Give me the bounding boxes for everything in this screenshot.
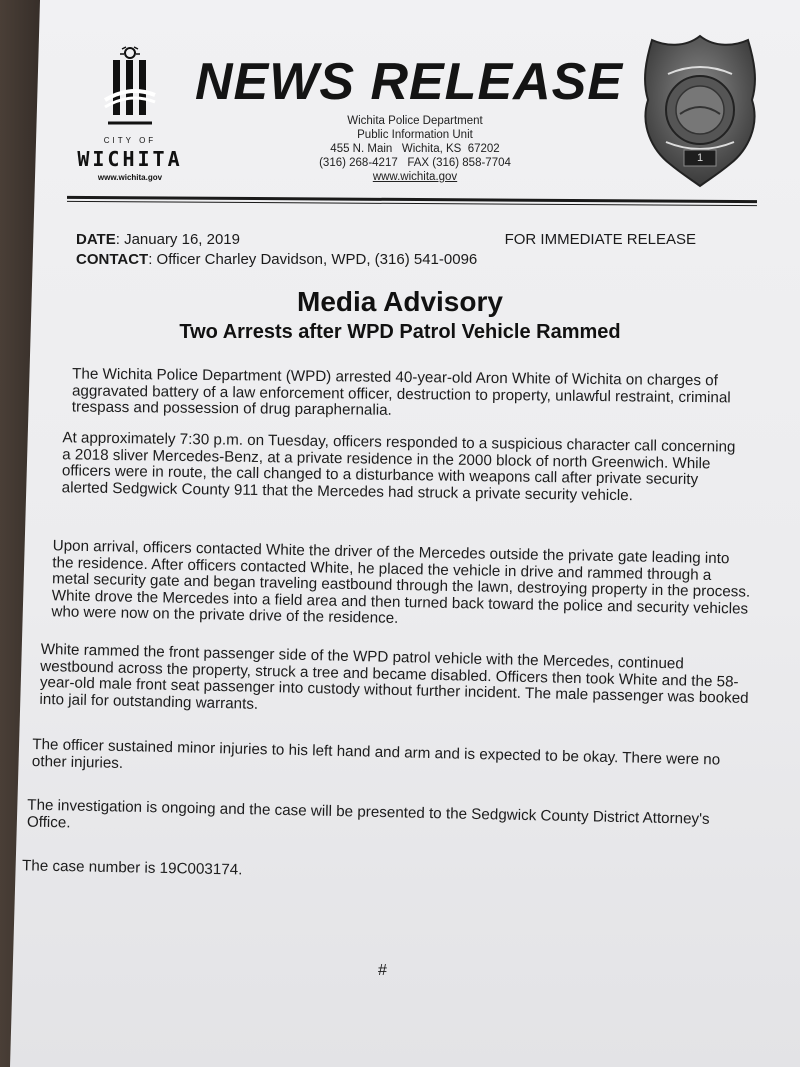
police-badge-icon bbox=[640, 30, 760, 190]
paragraph-injuries: The officer sustained minor injuries to his left hand and arm and is expected to be okay. There were no other injuries. bbox=[31, 735, 721, 772]
police-badge bbox=[640, 30, 760, 190]
paragraph-case-number: The case number is 19C003174. bbox=[21, 857, 243, 879]
department-contact bbox=[275, 114, 555, 184]
headline-block bbox=[90, 285, 710, 345]
department-website-link[interactable]: www.wichita.gov bbox=[372, 171, 458, 183]
wichita-keeper-icon bbox=[100, 45, 160, 130]
page-title: NEWS RELEASE bbox=[195, 53, 624, 111]
advisory-title: Media Advisory bbox=[297, 286, 503, 317]
department-phones: (316) 268-4217 FAX (316) 858-7704 bbox=[319, 157, 511, 169]
advisory-subtitle: Two Arrests after WPD Patrol Vehicle Rammed bbox=[179, 321, 621, 343]
contact-line bbox=[76, 250, 696, 270]
date-value: : January 16, 2019 bbox=[115, 231, 240, 248]
paragraph-arrival: Upon arrival, officers contacted White the driver of the Mercedes outside the private gate leading into the residence. After officers contacted White, he placed the vehicle in drive and rammed through a metal security gate and began traveling eastbound through the lawn, destroying property in the process. White drove the Mercedes into a field area and then turned back toward the police and security vehicles who were now on the private drive of the residence. bbox=[51, 537, 751, 627]
release-meta bbox=[76, 230, 696, 270]
date-label: DATE bbox=[76, 231, 116, 248]
city-name: WICHITA bbox=[77, 147, 183, 171]
paragraph-call: At approximately 7:30 p.m. on Tuesday, officers responded to a suspicious character call concerning a 2018 sliver Mercedes-Benz, at a private residence in the 2000 block of north Greenwich. While officers were in route, the call changed to a disturbance with weapons call after private security alerted Sedgwick County 911 that the Mercedes had struck a private security vehicle. bbox=[61, 429, 736, 504]
badge-number: 1 bbox=[696, 152, 704, 164]
city-logo bbox=[75, 45, 185, 205]
paragraph-investigation: The investigation is ongoing and the case will be presented to the Sedgwick County District Attorney's Office. bbox=[26, 796, 710, 831]
end-mark: # bbox=[378, 962, 387, 979]
paragraph-ramming: White rammed the front passenger side of the WPD patrol vehicle with the Mercedes, continued westbound across the property, struck a tree and became disabled. Officers then took White and the 58-year-old male front seat passenger into custody without further incident. The male passenger was booked into jail for outstanding warrants. bbox=[39, 640, 749, 713]
contact-value: : Officer Charley Davidson, WPD, (316) 541-0096 bbox=[148, 251, 478, 268]
letterhead bbox=[60, 30, 760, 200]
logo-website: www.wichita.gov bbox=[97, 173, 163, 182]
release-status: FOR IMMEDIATE RELEASE bbox=[504, 231, 696, 248]
unit-name: Public Information Unit bbox=[357, 129, 473, 141]
department-name: Wichita Police Department bbox=[347, 115, 483, 127]
city-of-label: CITY OF bbox=[103, 136, 157, 145]
paragraph-arrest: The Wichita Police Department (WPD) arrested 40-year-old Aron White of Wichita on charges of aggravated battery of a law enforcement officer, destruction to property, unlawful restraint, criminal trespass and possession of drug paraphernalia. bbox=[71, 365, 731, 419]
department-address: 455 N. Main Wichita, KS 67202 bbox=[330, 143, 500, 155]
contact-label: CONTACT bbox=[76, 251, 149, 268]
